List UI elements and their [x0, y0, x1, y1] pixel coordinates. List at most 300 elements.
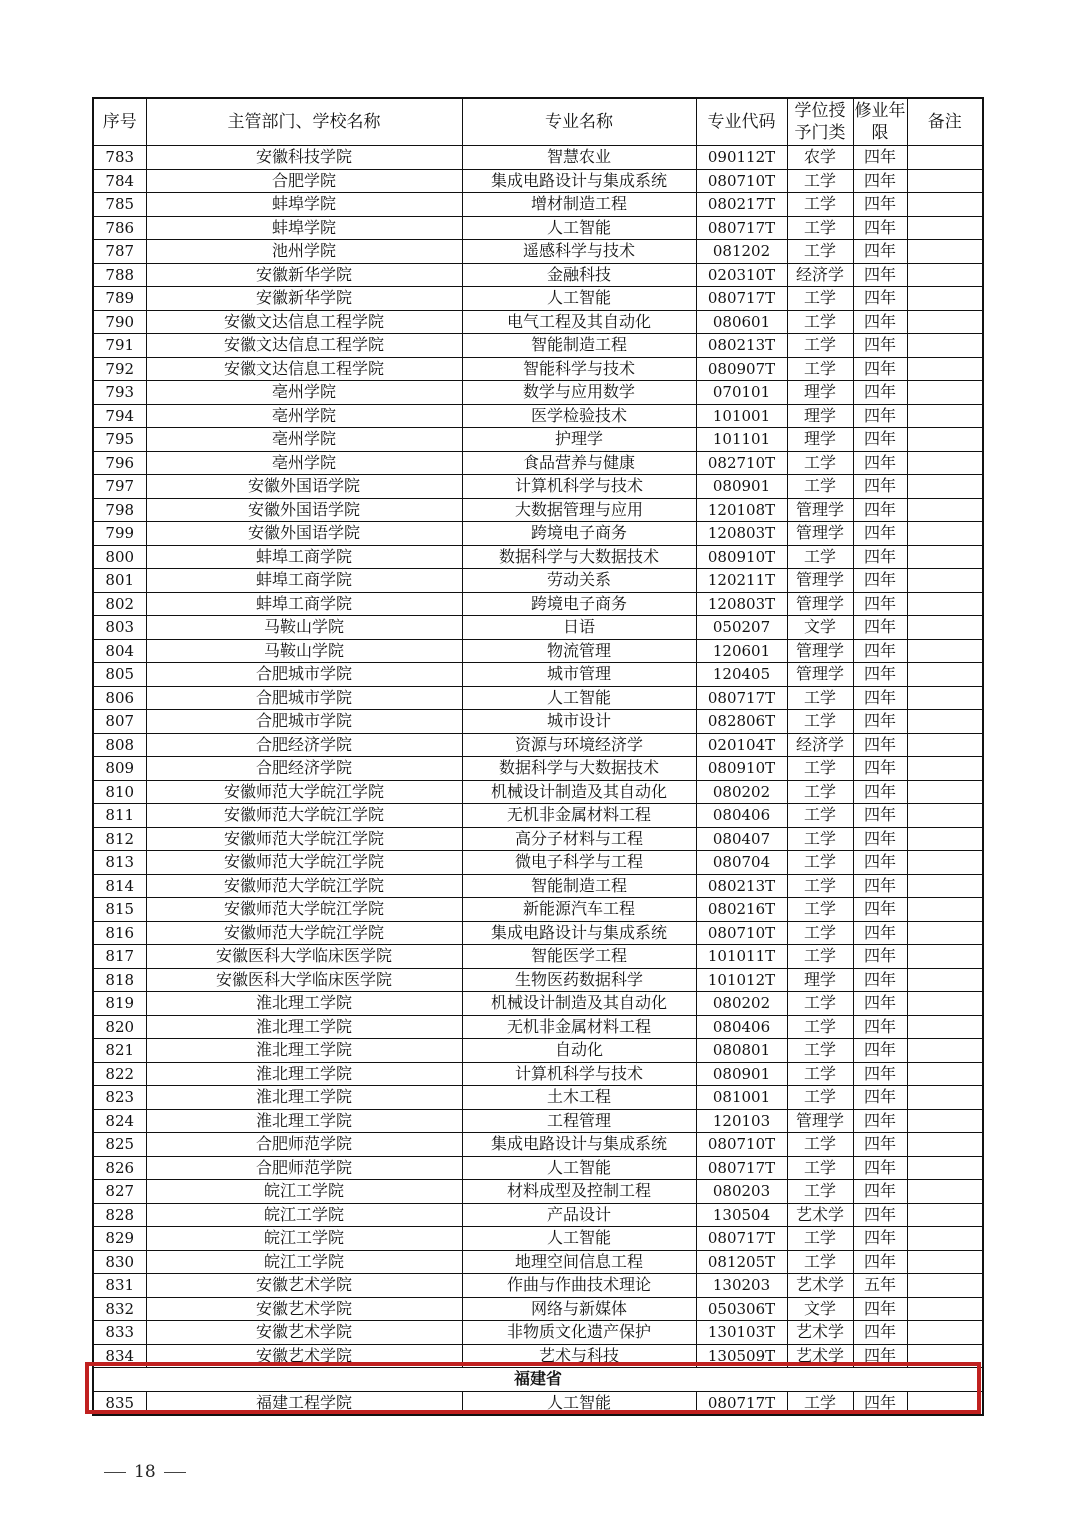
cell-duration: 四年 [853, 357, 907, 381]
table-row [93, 1321, 983, 1345]
cell-school: 安徽师范大学皖江学院 [146, 921, 462, 945]
cell-degree: 管理学 [787, 522, 853, 546]
cell-major: 生物医药数据科学 [462, 968, 696, 992]
cell-remark [907, 1274, 983, 1298]
cell-remark [907, 1227, 983, 1251]
cell-major: 大数据管理与应用 [462, 498, 696, 522]
cell-major: 遥感科学与技术 [462, 240, 696, 264]
cell-major: 计算机科学与技术 [462, 475, 696, 499]
cell-degree: 文学 [787, 616, 853, 640]
cell-index: 818 [93, 968, 146, 992]
cell-degree: 工学 [787, 1039, 853, 1063]
cell-major: 机械设计制造及其自动化 [462, 992, 696, 1016]
cell-code: 020104T [696, 733, 787, 757]
cell-code: 080717T [696, 1227, 787, 1251]
cell-code: 120405 [696, 663, 787, 687]
cell-code: 080910T [696, 757, 787, 781]
cell-remark [907, 1344, 983, 1368]
cell-code: 080213T [696, 874, 787, 898]
cell-major: 高分子材料与工程 [462, 827, 696, 851]
cell-degree: 艺术学 [787, 1321, 853, 1345]
cell-major: 数学与应用数学 [462, 381, 696, 405]
table-row [93, 733, 983, 757]
table-row [93, 1250, 983, 1274]
cell-duration: 四年 [853, 1227, 907, 1251]
table-row [93, 686, 983, 710]
cell-duration: 四年 [853, 1062, 907, 1086]
cell-index: 803 [93, 616, 146, 640]
cell-code: 101012T [696, 968, 787, 992]
cell-index: 800 [93, 545, 146, 569]
cell-degree: 工学 [787, 310, 853, 334]
cell-school: 皖江工学院 [146, 1203, 462, 1227]
cell-index: 823 [93, 1086, 146, 1110]
cell-index: 829 [93, 1227, 146, 1251]
cell-code: 080910T [696, 545, 787, 569]
table-header-row [93, 98, 983, 146]
cell-duration: 四年 [853, 381, 907, 405]
cell-school: 安徽师范大学皖江学院 [146, 804, 462, 828]
table-row [93, 1039, 983, 1063]
cell-code: 080717T [696, 1156, 787, 1180]
cell-degree: 工学 [787, 169, 853, 193]
cell-major: 劳动关系 [462, 569, 696, 593]
table-row [93, 1203, 983, 1227]
cell-remark [907, 334, 983, 358]
cell-degree: 工学 [787, 475, 853, 499]
table-row [93, 569, 983, 593]
cell-duration: 四年 [853, 1086, 907, 1110]
cell-remark [907, 827, 983, 851]
cell-school: 合肥城市学院 [146, 686, 462, 710]
cell-degree: 工学 [787, 851, 853, 875]
cell-degree: 农学 [787, 146, 853, 170]
cell-code: 080407 [696, 827, 787, 851]
cell-remark [907, 592, 983, 616]
cell-index: 797 [93, 475, 146, 499]
cell-duration: 四年 [853, 1321, 907, 1345]
cell-school: 合肥城市学院 [146, 710, 462, 734]
cell-major: 计算机科学与技术 [462, 1062, 696, 1086]
cell-remark [907, 381, 983, 405]
table-row [93, 522, 983, 546]
cell-school: 蚌埠工商学院 [146, 592, 462, 616]
table-row [93, 592, 983, 616]
page-number: 18 [134, 1462, 156, 1482]
cell-school: 安徽文达信息工程学院 [146, 310, 462, 334]
cell-code: 080710T [696, 921, 787, 945]
table-row [93, 663, 983, 687]
cell-duration: 五年 [853, 1274, 907, 1298]
cell-remark [907, 616, 983, 640]
cell-degree: 工学 [787, 1250, 853, 1274]
cell-code: 080213T [696, 334, 787, 358]
footer-dash-left [104, 1472, 126, 1473]
table-row [93, 898, 983, 922]
cell-degree: 工学 [787, 1156, 853, 1180]
cell-remark [907, 1321, 983, 1345]
table-row [93, 193, 983, 217]
cell-code: 080203 [696, 1180, 787, 1204]
cell-index: 791 [93, 334, 146, 358]
cell-duration: 四年 [853, 522, 907, 546]
table-row [93, 1344, 983, 1368]
cell-remark [907, 710, 983, 734]
cell-duration: 四年 [853, 451, 907, 475]
province-row [93, 1368, 983, 1392]
cell-school: 安徽师范大学皖江学院 [146, 851, 462, 875]
cell-code: 130504 [696, 1203, 787, 1227]
table-row [93, 310, 983, 334]
table-row [93, 451, 983, 475]
cell-remark [907, 663, 983, 687]
cell-degree: 工学 [787, 1180, 853, 1204]
cell-duration: 四年 [853, 1133, 907, 1157]
table-row [93, 874, 983, 898]
cell-major: 人工智能 [462, 216, 696, 240]
table-row [93, 992, 983, 1016]
cell-duration: 四年 [853, 898, 907, 922]
cell-index: 788 [93, 263, 146, 287]
cell-remark [907, 287, 983, 311]
cell-duration: 四年 [853, 216, 907, 240]
cell-remark [907, 522, 983, 546]
cell-school: 安徽外国语学院 [146, 522, 462, 546]
cell-school: 皖江工学院 [146, 1250, 462, 1274]
cell-code: 080710T [696, 169, 787, 193]
table-row [93, 545, 983, 569]
cell-index: 822 [93, 1062, 146, 1086]
cell-index: 793 [93, 381, 146, 405]
cell-duration: 四年 [853, 592, 907, 616]
table-row [93, 1180, 983, 1204]
cell-school: 淮北理工学院 [146, 1062, 462, 1086]
highlighted-table-row [93, 1391, 983, 1415]
cell-code: 101011T [696, 945, 787, 969]
header-degree: 学位授予门类 [787, 98, 853, 146]
cell-degree: 工学 [787, 1133, 853, 1157]
cell-code: 050306T [696, 1297, 787, 1321]
cell-remark [907, 545, 983, 569]
cell-duration: 四年 [853, 780, 907, 804]
header-school: 主管部门、学校名称 [146, 98, 462, 146]
table-row [93, 1015, 983, 1039]
cell-degree: 工学 [787, 1062, 853, 1086]
cell-index: 830 [93, 1250, 146, 1274]
cell-code: 080901 [696, 1062, 787, 1086]
cell-degree: 理学 [787, 428, 853, 452]
footer-dash-right [164, 1472, 186, 1473]
cell-remark [907, 498, 983, 522]
cell-major: 非物质文化遗产保护 [462, 1321, 696, 1345]
cell-duration: 四年 [853, 1039, 907, 1063]
cell-code: 080710T [696, 1133, 787, 1157]
cell-degree: 管理学 [787, 592, 853, 616]
cell-duration: 四年 [853, 945, 907, 969]
cell-school: 合肥师范学院 [146, 1133, 462, 1157]
cell-school: 马鞍山学院 [146, 616, 462, 640]
cell-degree: 工学 [787, 921, 853, 945]
province-label: 福建省 [93, 1368, 983, 1392]
table-row [93, 710, 983, 734]
cell-degree: 工学 [787, 1086, 853, 1110]
table-row [93, 287, 983, 311]
cell-major: 微电子科学与工程 [462, 851, 696, 875]
cell-duration: 四年 [853, 827, 907, 851]
cell-major: 日语 [462, 616, 696, 640]
cell-degree: 工学 [787, 334, 853, 358]
cell-duration: 四年 [853, 498, 907, 522]
cell-major: 医学检验技术 [462, 404, 696, 428]
cell-code: 082710T [696, 451, 787, 475]
cell-school: 安徽师范大学皖江学院 [146, 780, 462, 804]
cell-code: 080202 [696, 992, 787, 1016]
cell-index: 828 [93, 1203, 146, 1227]
cell-remark [907, 475, 983, 499]
cell-index: 806 [93, 686, 146, 710]
cell-major: 人工智能 [462, 287, 696, 311]
cell-code: 070101 [696, 381, 787, 405]
cell-remark [907, 1250, 983, 1274]
cell-degree: 管理学 [787, 1109, 853, 1133]
table-row [93, 639, 983, 663]
cell-major: 数据科学与大数据技术 [462, 757, 696, 781]
cell-school: 皖江工学院 [146, 1227, 462, 1251]
cell-index: 814 [93, 874, 146, 898]
cell-index: 790 [93, 310, 146, 334]
cell-major: 人工智能 [462, 1227, 696, 1251]
cell-duration: 四年 [853, 921, 907, 945]
cell-remark [907, 968, 983, 992]
cell-major: 人工智能 [462, 686, 696, 710]
cell-school: 蚌埠工商学院 [146, 569, 462, 593]
cell-remark [907, 992, 983, 1016]
cell-remark [907, 1015, 983, 1039]
cell-degree: 理学 [787, 381, 853, 405]
cell-index: 799 [93, 522, 146, 546]
cell-index: 807 [93, 710, 146, 734]
table-row [93, 780, 983, 804]
cell-code: 082806T [696, 710, 787, 734]
majors-table-container [92, 97, 982, 1416]
cell-major: 城市管理 [462, 663, 696, 687]
cell-school: 淮北理工学院 [146, 992, 462, 1016]
cell-degree: 文学 [787, 1297, 853, 1321]
cell-degree: 工学 [787, 804, 853, 828]
cell-degree: 工学 [787, 1227, 853, 1251]
cell-school: 合肥经济学院 [146, 757, 462, 781]
cell-code: 101101 [696, 428, 787, 452]
cell-degree: 工学 [787, 451, 853, 475]
cell-code: 020310T [696, 263, 787, 287]
cell-major: 智能制造工程 [462, 874, 696, 898]
cell-index: 812 [93, 827, 146, 851]
cell-index: 786 [93, 216, 146, 240]
cell-school: 安徽艺术学院 [146, 1274, 462, 1298]
cell-index: 796 [93, 451, 146, 475]
cell-code: 050207 [696, 616, 787, 640]
cell-code: 090112T [696, 146, 787, 170]
cell-remark [907, 851, 983, 875]
cell-degree: 工学 [787, 874, 853, 898]
cell-duration: 四年 [853, 240, 907, 264]
table-row [93, 357, 983, 381]
cell-index: 824 [93, 1109, 146, 1133]
cell-school: 淮北理工学院 [146, 1015, 462, 1039]
cell-duration: 四年 [853, 1203, 907, 1227]
cell-duration: 四年 [853, 757, 907, 781]
cell-degree: 经济学 [787, 733, 853, 757]
table-row [93, 616, 983, 640]
header-major: 专业名称 [462, 98, 696, 146]
table-row [93, 1274, 983, 1298]
cell-duration: 四年 [853, 1250, 907, 1274]
cell-index: 825 [93, 1133, 146, 1157]
cell-duration: 四年 [853, 968, 907, 992]
cell-remark [907, 193, 983, 217]
cell-remark [907, 804, 983, 828]
cell-major: 无机非金属材料工程 [462, 804, 696, 828]
cell-index: 826 [93, 1156, 146, 1180]
cell-code: 080801 [696, 1039, 787, 1063]
cell-remark [907, 1203, 983, 1227]
cell-school: 合肥经济学院 [146, 733, 462, 757]
cell-remark [907, 874, 983, 898]
cell-degree: 工学 [787, 992, 853, 1016]
cell-code: 080717T [696, 287, 787, 311]
table-row [93, 146, 983, 170]
cell-duration: 四年 [853, 1297, 907, 1321]
cell-degree: 工学 [787, 945, 853, 969]
cell-degree: 工学 [787, 240, 853, 264]
cell-school: 亳州学院 [146, 381, 462, 405]
cell-index: 785 [93, 193, 146, 217]
cell-remark [907, 169, 983, 193]
cell-major: 土木工程 [462, 1086, 696, 1110]
cell-degree: 管理学 [787, 569, 853, 593]
cell-code: 080901 [696, 475, 787, 499]
cell-degree: 工学 [787, 216, 853, 240]
cell-school: 蚌埠学院 [146, 216, 462, 240]
cell-major: 集成电路设计与集成系统 [462, 169, 696, 193]
cell-code: 130203 [696, 1274, 787, 1298]
cell-degree: 工学 [787, 898, 853, 922]
table-row [93, 381, 983, 405]
cell-degree: 艺术学 [787, 1203, 853, 1227]
cell-index: 804 [93, 639, 146, 663]
cell-school: 合肥学院 [146, 169, 462, 193]
header-code: 专业代码 [696, 98, 787, 146]
cell-degree: 工学 [787, 287, 853, 311]
cell-index: 787 [93, 240, 146, 264]
cell-index: 820 [93, 1015, 146, 1039]
cell-remark [907, 240, 983, 264]
cell-index: 833 [93, 1321, 146, 1345]
cell-degree: 工学 [787, 1391, 853, 1415]
cell-duration: 四年 [853, 475, 907, 499]
table-row [93, 1086, 983, 1110]
cell-index: 819 [93, 992, 146, 1016]
table-row [93, 1133, 983, 1157]
table-row [93, 263, 983, 287]
cell-major: 自动化 [462, 1039, 696, 1063]
cell-school: 安徽医科大学临床医学院 [146, 968, 462, 992]
cell-degree: 工学 [787, 827, 853, 851]
cell-major: 金融科技 [462, 263, 696, 287]
cell-duration: 四年 [853, 710, 907, 734]
cell-duration: 四年 [853, 1015, 907, 1039]
cell-degree: 工学 [787, 757, 853, 781]
cell-remark [907, 686, 983, 710]
cell-degree: 艺术学 [787, 1274, 853, 1298]
cell-duration: 四年 [853, 428, 907, 452]
cell-code: 080907T [696, 357, 787, 381]
majors-table [92, 97, 984, 1416]
cell-index: 784 [93, 169, 146, 193]
cell-degree: 工学 [787, 1015, 853, 1039]
table-row [93, 475, 983, 499]
cell-school: 安徽科技学院 [146, 146, 462, 170]
cell-school: 安徽师范大学皖江学院 [146, 827, 462, 851]
cell-major: 机械设计制造及其自动化 [462, 780, 696, 804]
cell-code: 120803T [696, 522, 787, 546]
cell-duration: 四年 [853, 874, 907, 898]
table-row [93, 757, 983, 781]
table-row [93, 1156, 983, 1180]
cell-school: 安徽艺术学院 [146, 1321, 462, 1345]
cell-index: 816 [93, 921, 146, 945]
cell-degree: 工学 [787, 545, 853, 569]
cell-duration: 四年 [853, 992, 907, 1016]
cell-duration: 四年 [853, 639, 907, 663]
cell-remark [907, 1391, 983, 1415]
cell-duration: 四年 [853, 287, 907, 311]
cell-school: 安徽新华学院 [146, 263, 462, 287]
cell-index: 827 [93, 1180, 146, 1204]
cell-duration: 四年 [853, 310, 907, 334]
cell-school: 亳州学院 [146, 404, 462, 428]
cell-school: 亳州学院 [146, 428, 462, 452]
table-row [93, 945, 983, 969]
cell-major: 跨境电子商务 [462, 522, 696, 546]
cell-school: 安徽医科大学临床医学院 [146, 945, 462, 969]
cell-remark [907, 404, 983, 428]
cell-degree: 工学 [787, 193, 853, 217]
cell-degree: 管理学 [787, 498, 853, 522]
cell-duration: 四年 [853, 263, 907, 287]
cell-major: 食品营养与健康 [462, 451, 696, 475]
table-row [93, 240, 983, 264]
cell-remark [907, 945, 983, 969]
cell-index: 813 [93, 851, 146, 875]
cell-code: 120103 [696, 1109, 787, 1133]
table-row [93, 216, 983, 240]
cell-major: 数据科学与大数据技术 [462, 545, 696, 569]
cell-code: 130509T [696, 1344, 787, 1368]
table-row [93, 1227, 983, 1251]
cell-degree: 理学 [787, 404, 853, 428]
cell-index: 783 [93, 146, 146, 170]
cell-major: 无机非金属材料工程 [462, 1015, 696, 1039]
cell-major: 智能科学与技术 [462, 357, 696, 381]
cell-major: 产品设计 [462, 1203, 696, 1227]
cell-school: 安徽文达信息工程学院 [146, 334, 462, 358]
cell-major: 资源与环境经济学 [462, 733, 696, 757]
cell-remark [907, 310, 983, 334]
cell-remark [907, 1133, 983, 1157]
page-footer [96, 1462, 194, 1482]
cell-duration: 四年 [853, 1180, 907, 1204]
